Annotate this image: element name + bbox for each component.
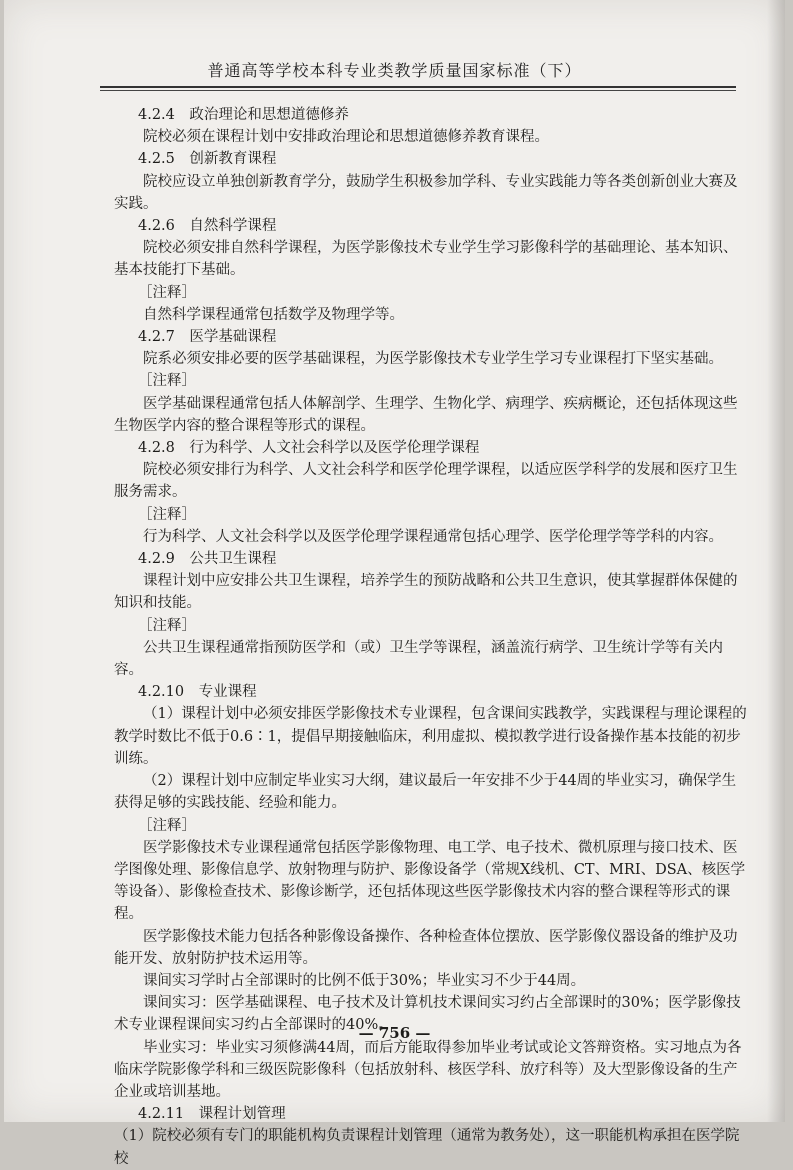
note-label: ［注释］: [138, 506, 196, 523]
paragraph: 自然科学课程通常包括数学及物理学等。: [143, 306, 404, 323]
paragraph: 课间实习：医学基础课程、电子技术及计算机技术课间实习约占全部课时的30%；医学影像技术专业课程课间实习约占全部课时的40%。: [114, 995, 741, 1034]
section-heading: 4.2.11 课程计划管理: [138, 1106, 286, 1123]
paragraph: （1）课程计划中必须安排医学影像技术专业课程，包含课间实践教学，实践课程与理论课程的教学时数比不低于0.6∶1，提倡早期接触临床，利用虚拟、模拟教学进行设备操作基本技能的初步训练。: [114, 706, 747, 767]
note-label: ［注释］: [138, 284, 196, 301]
running-header: 普通高等学校本科专业类教学质量国家标准（下）: [207, 61, 582, 80]
section-heading: 4.2.8 行为科学、人文社会科学以及医学伦理学课程: [138, 440, 480, 457]
paragraph: 行为科学、人文社会科学以及医学伦理学课程通常包括心理学、医学伦理学等学科的内容。: [143, 528, 723, 545]
section-heading: 4.2.7 医学基础课程: [138, 329, 277, 346]
header-rule: [100, 86, 736, 88]
header-rule-thin: [100, 90, 736, 91]
section-heading: 4.2.10 专业课程: [138, 684, 257, 701]
paragraph: 医学影像技术能力包括各种影像设备操作、各种检查体位摆放、医学影像仪器设备的维护及功能开发、放射防护技术运用等。: [114, 928, 738, 967]
document-page: [4, 0, 785, 1167]
note-label: ［注释］: [138, 617, 196, 634]
paragraph: 院校必须安排自然科学课程，为医学影像技术专业学生学习影像科学的基础理论、基本知识、基本技能打下基础。: [114, 240, 738, 279]
paragraph: 医学基础课程通常包括人体解剖学、生理学、生物化学、病理学、疾病概论，还包括体现这些生物医学内容的整合课程等形式的课程。: [114, 395, 738, 434]
paragraph: 毕业实习：毕业实习须修满44周，而后方能取得参加毕业考试或论文答辩资格。实习地点为各临床学院影像学科和三级医院影像科（包括放射科、核医学科、放疗科等）及大型影像设备的生产企业或培训基地。: [114, 1039, 742, 1100]
section-heading: 4.2.4 政治理论和思想道德修养: [138, 107, 349, 123]
paragraph: 院校必须在课程计划中安排政治理论和思想道德修养教育课程。: [143, 129, 549, 146]
body-text: [114, 104, 750, 1170]
paragraph: 院校必须安排行为科学、人文社会科学和医学伦理学课程，以适应医学科学的发展和医疗卫生服务需求。: [114, 462, 738, 501]
paragraph: 课间实习学时占全部课时的比例不低于30%；毕业实习不少于44周。: [143, 972, 586, 989]
paragraph: 课程计划中应安排公共卫生课程，培养学生的预防战略和公共卫生意识，使其掌握群体保健的知识和技能。: [114, 573, 738, 612]
paragraph: （2）课程计划中应制定毕业实习大纲，建议最后一年安排不少于44周的毕业实习，确保学生获得足够的实践技能、经验和能力。: [114, 773, 737, 812]
paragraph: 医学影像技术专业课程通常包括医学影像物理、电工学、电子技术、微机原理与接口技术、医学图像处理、影像信息学、放射物理与防护、影像设备学（常规X线机、CT、MRI、DSA、核医学等设备）、影像检查技术、影像诊断学，还包括体现这些医学影像技术内容的整合课程等形式的课程。: [114, 839, 746, 923]
paragraph: 院校应设立单独创新教育学分，鼓励学生积极参加学科、专业实践能力等各类创新创业大赛及实践。: [114, 173, 738, 212]
note-label: ［注释］: [138, 373, 196, 390]
paragraph: 院系必须安排必要的医学基础课程，为医学影像技术专业学生学习专业课程打下坚实基础。: [143, 351, 723, 368]
paragraph: （1）院校必须有专门的职能机构负责课程计划管理（通常为教务处），这一职能机构承担在医学院校: [114, 1128, 740, 1167]
paragraph: 公共卫生课程通常指预防医学和（或）卫生学等课程，涵盖流行病学、卫生统计学等有关内容。: [114, 639, 723, 679]
note-label: ［注释］: [138, 817, 196, 834]
section-heading: 4.2.5 创新教育课程: [138, 151, 277, 168]
section-heading: 4.2.6 自然科学课程: [138, 218, 277, 235]
page-number: — 756 —: [358, 1024, 431, 1042]
section-heading: 4.2.9 公共卫生课程: [138, 551, 277, 568]
